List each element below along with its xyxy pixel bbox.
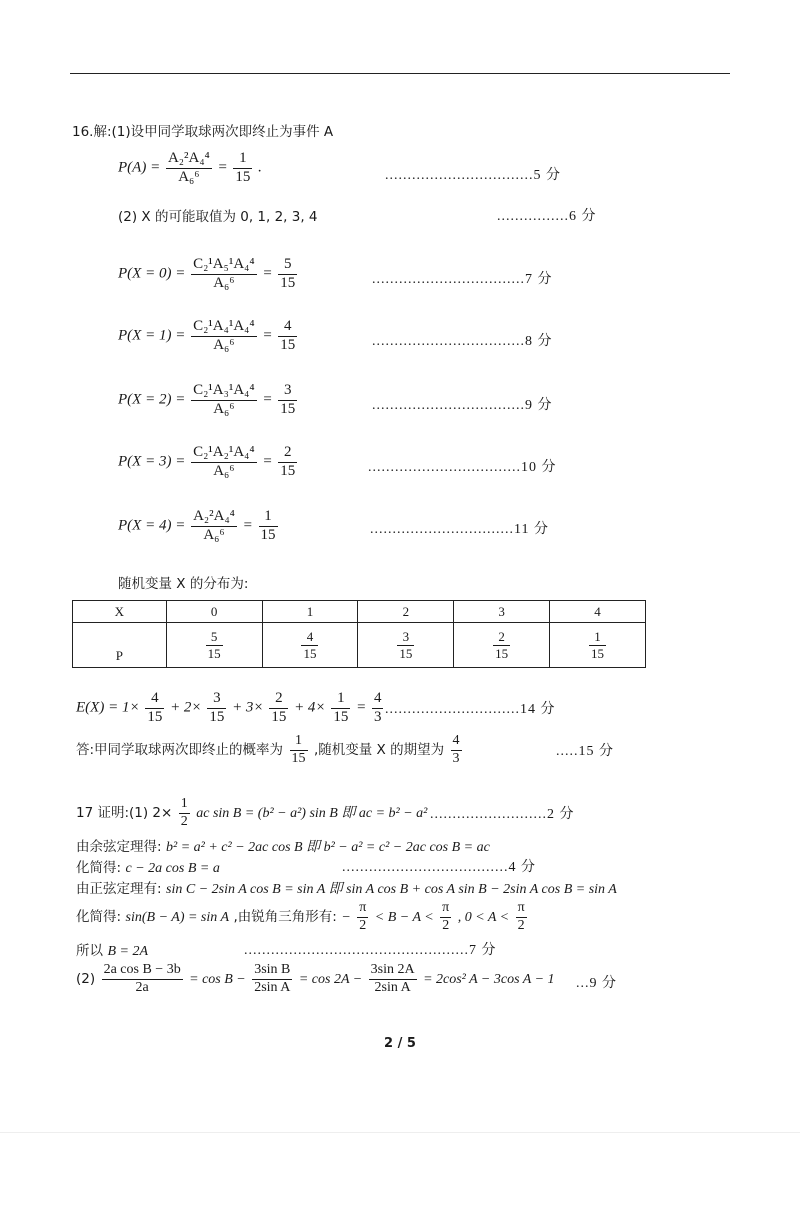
table-cell: $\frac{4}{15}$ [262,623,358,668]
q17-line6: 所以 B = 2A [76,943,149,959]
expectation-formula: E(X) = 1× $\frac{4}{15}$ + 2× $\frac{3}{15}$ + 3× $\frac{2}{15}$ + 4× $\frac{1}{15}$ = $\frac{4}{3}$ [76,690,382,725]
table-row-x [73,601,646,623]
score-11: ................................11 分 [370,522,549,537]
distribution-intro: 随机变量 X 的分布为: [118,576,249,592]
p-x2-formula: P(X = 2) = $\frac{\text{C₂¹A₃¹A₄⁴}}{\text{A₆⁶}}$ = $\frac{3}{15}$ [118,382,296,417]
score-q17-2: ..........................2 分 [430,807,575,822]
score-q17-7: ..................................................7 分 [244,943,497,958]
page-number: 2 / 5 [384,1036,416,1051]
q16-header: 16.解:(1)设甲同学取球两次即终止为事件 A [72,124,334,140]
header-rule [70,73,730,74]
score-q17-4: .....................................4 分 [342,860,536,875]
q17-line2: 由余弦定理得: b² = a² + c² − 2ac cos B 即 b² − a² = c² − 2ac cos B = ac [76,839,490,855]
q17-line4: 由正弦定理有: sin C − 2sin A cos B = sin A 即 sin A cos B + cos A sin B − 2sin A cos B = sin A [76,881,617,897]
table-cell: 1 [262,601,358,623]
table-cell: 3 [454,601,550,623]
table-row-p [73,623,646,668]
table-cell: 2 [358,601,454,623]
table-cell: $\frac{5}{15}$ [166,623,262,668]
score-5: .................................5 分 [385,168,561,183]
score-7: ..................................7 分 [372,272,553,287]
q17-line7: (2) $\frac{\text{2a cos B − 3b}}{2a}$ = cos B − $\frac{\text{3sin B}}{\text{2sin A}}$ = cos 2A − $\frac{3\sin 2A}{\text{2sin A}}$ = 2cos² A − 3cos A − 1 [76,962,555,995]
table-cell: $\frac{1}{15}$ [550,623,646,668]
p-x0-formula: P(X = 0) = $\frac{\text{C₂¹A₅¹A₄⁴}}{\text{A₆⁶}}$ = $\frac{5}{15}$ [118,256,296,291]
p-x4-formula: P(X = 4) = $\frac{\text{A₂²A₄⁴}}{\text{A₆⁶}}$ = $\frac{1}{15}$ [118,508,276,543]
q17-line5: 化简得: sin(B − A) = sin A ,由锐角三角形有: − $\frac{\pi}{2}$ < B − A < $\frac{\pi}{2}$ , 0 < A < $\frac{\pi}{2}$ [76,900,525,933]
score-10: ..................................10 分 [368,460,557,475]
pA-result: $\frac{1}{15}$ [235,150,251,185]
q17-line1: 17 证明:(1) 2× $\frac{1}{2}$ ac sin B = (b² − a²) sin B 即 ac = b² − a² [76,796,428,829]
score-14: ..............................14 分 [385,702,556,717]
p-x1-formula: P(X = 1) = $\frac{\text{C₂¹A₄¹A₄⁴}}{\text{A₆⁶}}$ = $\frac{4}{15}$ [118,318,296,353]
score-8: ..................................8 分 [372,334,553,349]
distribution-table [72,600,646,668]
q16-pA-formula: P(A) = $\frac{\text{A₂²A₄⁴}}{\text{A₆⁶}}$ = $\frac{1}{15}$ . [118,150,262,185]
pA-lhs: P(A) = [118,159,161,176]
pA-fraction: $\frac{\text{A₂²A₄⁴}}{\text{A₆⁶}}$ [167,150,210,185]
q17-line3: 化简得: c − 2a cos B = a [76,860,220,876]
table-cell: P [73,623,167,668]
q16-answer: 答:甲同学取球两次即终止的概率为 $\frac{1}{15}$ ,随机变量 X 的期望为 $\frac{4}{3}$ [76,733,460,766]
table-cell: 0 [166,601,262,623]
p-x3-formula: P(X = 3) = $\frac{\text{C₂¹A₂¹A₄⁴}}{\text{A₆⁶}}$ = $\frac{2}{15}$ [118,444,296,479]
score-15: .....15 分 [556,744,614,759]
table-cell: X [73,601,167,623]
score-q17-9: ...9 分 [576,976,617,991]
q16-part2: (2) X 的可能取值为 0, 1, 2, 3, 4 [118,209,318,225]
scan-artifact-line [0,1132,800,1133]
score-9: ..................................9 分 [372,398,553,413]
table-cell: $\frac{3}{15}$ [358,623,454,668]
table-cell: 4 [550,601,646,623]
table-cell: $\frac{2}{15}$ [454,623,550,668]
score-6: ................6 分 [497,209,597,224]
